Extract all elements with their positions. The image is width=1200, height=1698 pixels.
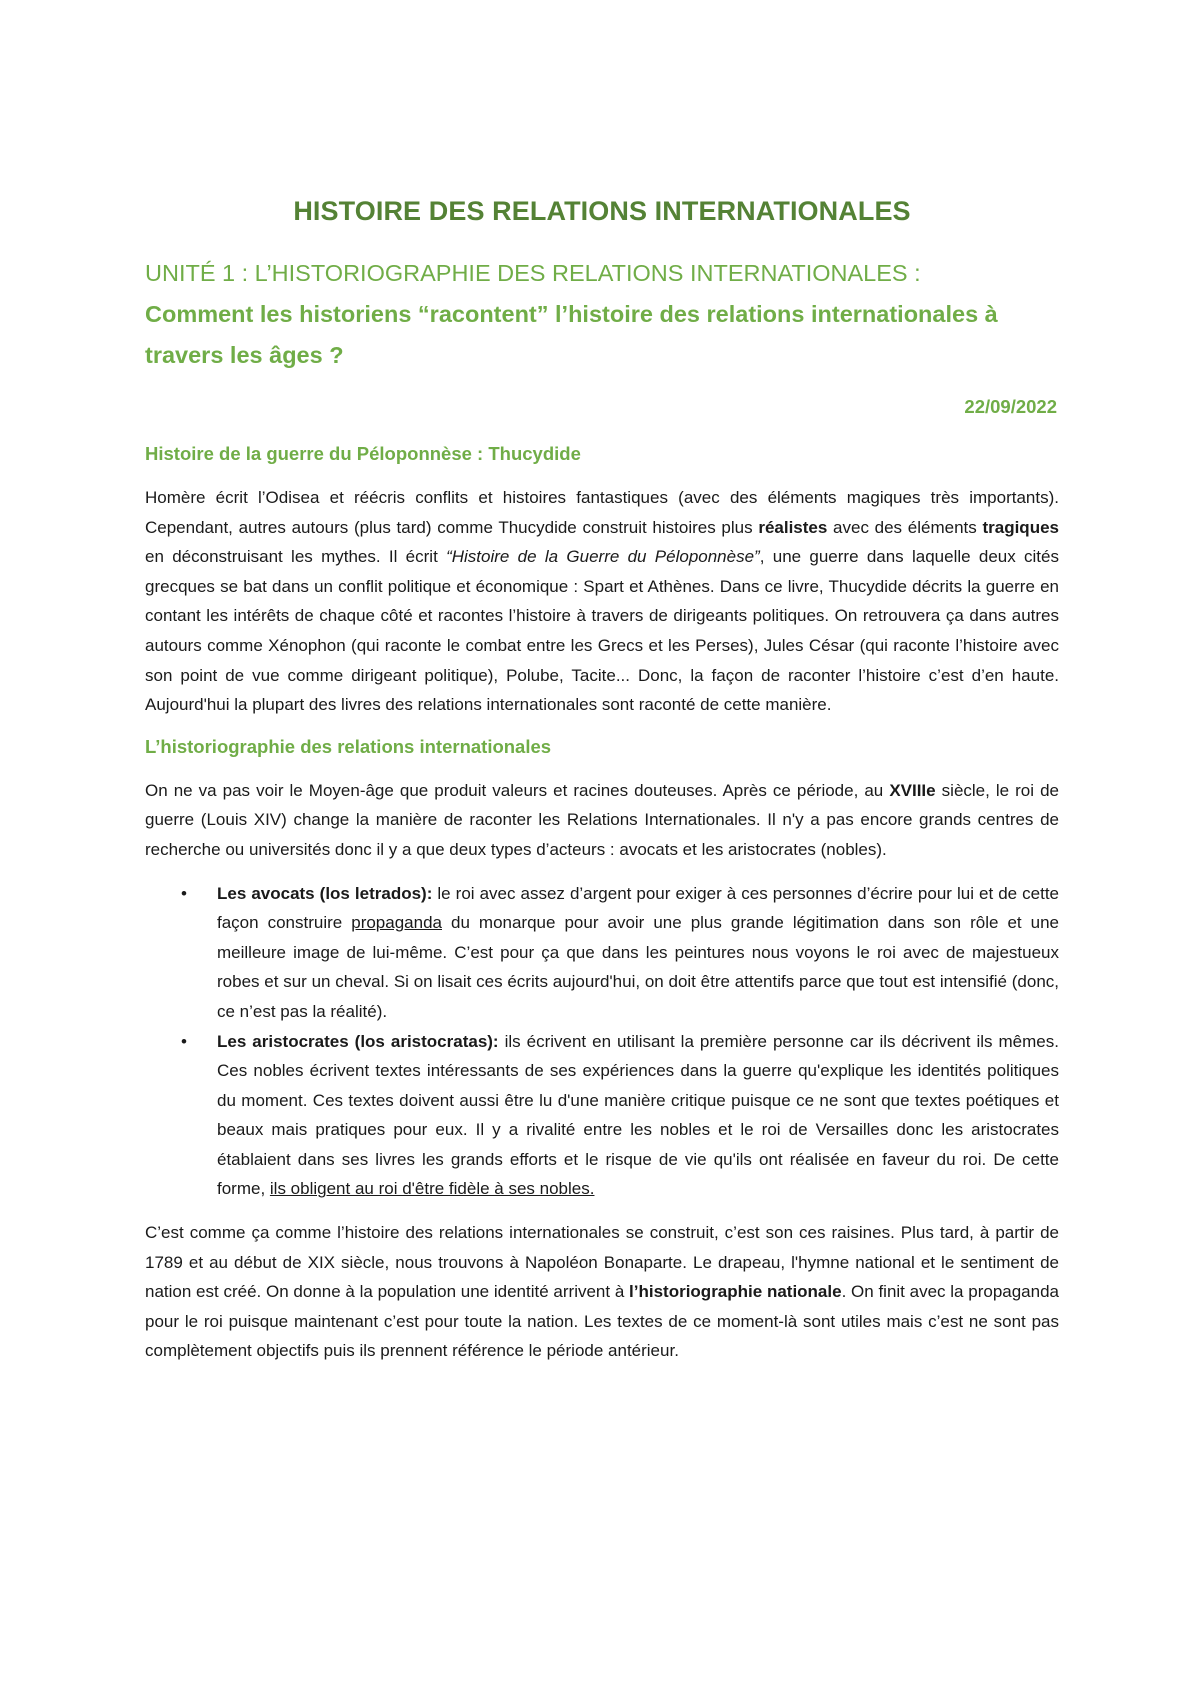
text-run: On ne va pas voir le Moyen-âge que produit valeurs et racines douteuses. Après ce période, au	[145, 780, 890, 800]
bullet-label-aristocrates: Les aristocrates (los aristocratas):	[217, 1031, 499, 1051]
bold-text-realistes: réalistes	[758, 517, 828, 537]
paragraph-thucydide	[145, 483, 1059, 720]
italic-book-title: “Histoire de la Guerre du Péloponnèse”	[446, 547, 760, 567]
text-run: ils écrivent en utilisant la première personne car ils décrivent ils mêmes. Ces nobles écrivent textes intéressants de ses expériences dans la guerre qu'explique les identités politiques du moment. Ces textes doivent aussi être lu d'une manière critique puisque ce ne sont que textes poétiques et beaux mais pratiques pour eux. Il y a rivalité entre les nobles et le roi de Versailles donc les aristocrates établaient dans ses livres les grands efforts et le risque de vie qu'ils ont réalisée en faveur du roi. De cette forme,	[217, 1031, 1059, 1199]
underlined-text-conclusion: ils obligent au roi d'être fidèle à ses nobles.	[269, 1179, 595, 1199]
bold-text-historiographie-nationale: l’historiographie nationale	[629, 1282, 842, 1302]
text-run: en déconstruisant les mythes. Il écrit	[145, 547, 447, 567]
text-run: C’est comme ça comme l’histoire des relations internationales se construit, c’est son ces raisines. Plus tard, à partir de 1789 et au début de XIX siècle, nous trouvons à Napoléon Bonaparte. Le drapeau, l'hymne national et le sentiment de nation est créé. On donne à la population une identité arrivent à	[145, 1223, 1059, 1302]
text-run: Homère écrit l’Odisea et réécris conflits et histoires fantastiques (avec des éléments magiques très importants). Cependant, autres autours (plus tard) comme Thucydide construit histoires plus	[145, 488, 1059, 537]
bullet-list	[145, 879, 1059, 1205]
text-run: . On finit avec la propaganda pour le roi puisque maintenant c’est pour toute la nation. Les textes de ce moment-là sont utiles mais c’est ne sont pas complètement objectifs puis ils prennent référence le période antérieur.	[145, 1282, 1059, 1361]
list-item-aristocrates	[181, 1027, 1059, 1205]
list-item-avocats	[181, 879, 1059, 1027]
text-run: siècle, le roi de guerre (Louis XIV) change la manière de raconter les Relations Internationales. Il n'y a pas encore grands centres de recherche ou universités donc il y a que deux types d’acteurs : avocats et les aristocrates (nobles).	[145, 780, 1059, 859]
section-heading-thucydide: Histoire de la guerre du Péloponnèse : Thucydide	[145, 443, 581, 464]
document-title: HISTOIRE DES RELATIONS INTERNATIONALES	[293, 196, 911, 226]
text-run: avec des éléments	[827, 517, 983, 537]
bullet-label-avocats: Les avocats (los letrados):	[217, 883, 433, 903]
bullet-icon: •	[181, 883, 187, 903]
text-run: du monarque pour avoir une plus grande légitimation dans son rôle et une meilleure image de lui-même. C’est pour ça que dans les peintures nous voyons le roi avec de majestueux robes et sur un cheval. Si on lisait ces écrits aujourd'hui, on doit être attentifs parce que tout est intensifié (donc, ce n’est pas la réalité).	[217, 913, 1059, 1021]
underlined-text-propaganda: propaganda	[351, 913, 442, 933]
unit-title-line: UNITÉ 1 : L’HISTORIOGRAPHIE DES RELATIONS INTERNATIONALES :	[145, 260, 921, 286]
text-run: le roi avec assez d’argent pour exiger à ces personnes d’écrire pour lui et de cette façon construire	[217, 883, 1059, 933]
bold-text-century: XVIIIe	[889, 780, 936, 800]
text-run: , une guerre dans laquelle deux cités grecques se bat dans un conflit politique et économique : Spart et Athènes. Dans ce livre, Thucydide décrits la guerre en contant les intérêts de chaque côté et racontes l’histoire à travers de dirigeants politiques. On retrouvera ça dans autres autours comme Xénophon (qui raconte le combat entre les Grecs et les Perses), Jules César (qui raconte l’histoire avec son point de vue comme dirigeant politique), Polube, Tacite... Donc, la façon de raconter l’histoire c’est d’en haute. Aujourd'hui la plupart des livres des relations internationales sont raconté de cette manière.	[145, 547, 1059, 715]
section-heading-historiographie: L’historiographie des relations internationales	[145, 735, 552, 757]
unit-subtitle: Comment les historiens “racontent” l’histoire des relations internationales à travers les âges ?	[145, 301, 998, 368]
bullet-icon: •	[181, 1031, 187, 1051]
paragraph-intro	[145, 776, 1059, 865]
unit-title	[145, 253, 1059, 376]
bold-text-tragiques: tragiques	[982, 517, 1059, 537]
document-date: 22/09/2022	[964, 396, 1057, 417]
paragraph-napoleon	[145, 1218, 1059, 1366]
